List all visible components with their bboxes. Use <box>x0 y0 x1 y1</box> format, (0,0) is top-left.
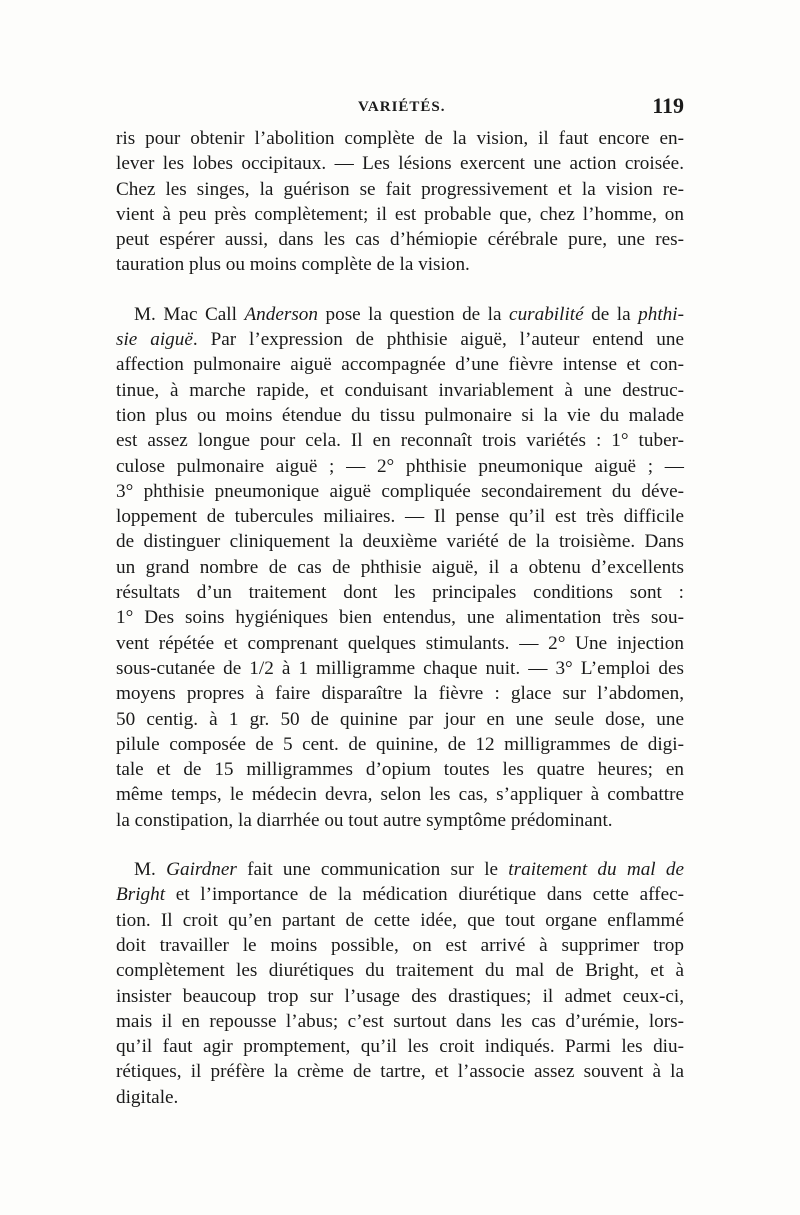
text-line: vient à peu près complètement; il est probable que, chez l’homme, on <box>116 203 684 225</box>
text-run: pose la question de la <box>318 303 510 325</box>
italic-term: Bright <box>116 884 166 906</box>
text-line <box>116 302 684 327</box>
text-line <box>116 882 684 907</box>
text-line: résultats d’un traitement dont les principales conditions sont : <box>116 582 684 604</box>
text-line: peut espérer aussi, dans les cas d’hémiopie cérébrale pure, une res- <box>116 229 684 251</box>
running-head: VARIÉTÉS. <box>358 99 446 115</box>
paragraph-gairdner <box>116 857 684 1110</box>
text-line: de distinguer cliniquement la deuxième variété de la troisième. Dans <box>116 531 684 553</box>
text-line: tinue, à marche rapide, et conduisant invariablement à une destruc- <box>116 379 684 401</box>
text-run: et l’importance de la médication diurétique dans cette affec- <box>165 884 684 906</box>
italic-term: traitement du mal de <box>508 859 685 881</box>
text-run: fait une communication sur le <box>236 859 509 881</box>
text-run: de la <box>583 303 639 325</box>
text-run: M. Mac Call <box>134 303 245 325</box>
author-name: Anderson <box>244 303 318 325</box>
text-line: lever les lobes occipitaux. — Les lésions exercent une action croisée. <box>116 153 684 175</box>
italic-term: phthi- <box>638 303 684 325</box>
text-run: M. <box>134 859 167 881</box>
text-line: pilule composée de 5 cent. de quinine, de 12 milligrammes de digi- <box>116 733 684 755</box>
text-line: ris pour obtenir l’abolition complète de la vision, il faut encore en- <box>116 128 684 149</box>
paragraph-anderson <box>116 302 684 833</box>
text-line: tion plus ou moins étendue du tissu pulmonaire si la vie du malade <box>116 404 684 426</box>
text-line: insister beaucoup trop sur l’usage des drastiques; il admet ceux-ci, <box>116 985 684 1007</box>
text-line: sous-cutanée de 1/2 à 1 milligramme chaque nuit. — 3° L’emploi des <box>116 657 684 679</box>
italic-term: curabilité <box>509 303 584 325</box>
text-line: est assez longue pour cela. Il en reconnaît trois variétés : 1° tuber- <box>116 430 684 452</box>
text-line: digitale. <box>116 1086 179 1108</box>
text-line: tale et de 15 milligrammes d’opium toutes les quatre heures; en <box>116 759 684 781</box>
page-header <box>116 93 684 123</box>
italic-term: sie aiguë <box>116 329 193 351</box>
text-line: complètement les diurétiques du traitement du mal de Bright, et à <box>116 960 684 982</box>
text-line: qu’il faut agir promptement, qu’il les croit indiqués. Parmi les diu- <box>116 1036 684 1058</box>
text-line: vent répétée et comprenant quelques stimulants. — 2° Une injection <box>116 632 684 654</box>
author-name: Gairdner <box>166 859 237 881</box>
text-line: affection pulmonaire aiguë accompagnée d’une fièvre intense et con- <box>116 354 684 376</box>
text-line: 1° Des soins hygiéniques bien entendus, une alimentation très sou- <box>116 607 684 629</box>
text-line: 50 centig. à 1 gr. 50 de quinine par jour en une seule dose, une <box>116 708 684 730</box>
paragraph-vision <box>116 126 684 278</box>
page-number: 119 <box>652 93 684 118</box>
text-line: doit travailler le moins possible, on est arrivé à supprimer trop <box>116 934 684 956</box>
text-line: la constipation, la diarrhée ou tout autre symptôme prédominant. <box>116 809 613 831</box>
text-line <box>116 857 684 882</box>
text-run: . Par l’expression de phthisie aiguë, l’auteur entend une <box>192 329 684 351</box>
text-line: tauration plus ou moins complète de la vision. <box>116 254 470 276</box>
text-line: Chez les singes, la guérison se fait progressivement et la vision re- <box>116 178 684 200</box>
text-line <box>116 327 684 352</box>
text-line: loppement de tubercules miliaires. — Il pense qu’il est très difficile <box>116 506 684 528</box>
text-line: tion. Il croit qu’en partant de cette idée, que tout organe enflammé <box>116 909 684 931</box>
text-line: 3° phthisie pneumonique aiguë compliquée secondairement du déve- <box>116 480 684 502</box>
text-line: rétiques, il préfère la crème de tartre, et l’associe assez souvent à la <box>116 1061 684 1083</box>
text-line: moyens propres à faire disparaître la fièvre : glace sur l’abdomen, <box>116 683 684 705</box>
text-line: un grand nombre de cas de phthisie aiguë, il a obtenu d’excellents <box>116 556 684 578</box>
body-text <box>116 126 684 1110</box>
text-line: culose pulmonaire aiguë ; — 2° phthisie pneumonique aiguë ; — <box>116 455 684 477</box>
paragraph-spacer <box>116 833 684 857</box>
text-line: mais il en repousse l’abus; c’est surtout dans les cas d’urémie, lors- <box>116 1010 684 1032</box>
text-line: même temps, le médecin devra, selon les cas, s’appliquer à combattre <box>116 784 684 806</box>
paragraph-spacer <box>116 278 684 302</box>
